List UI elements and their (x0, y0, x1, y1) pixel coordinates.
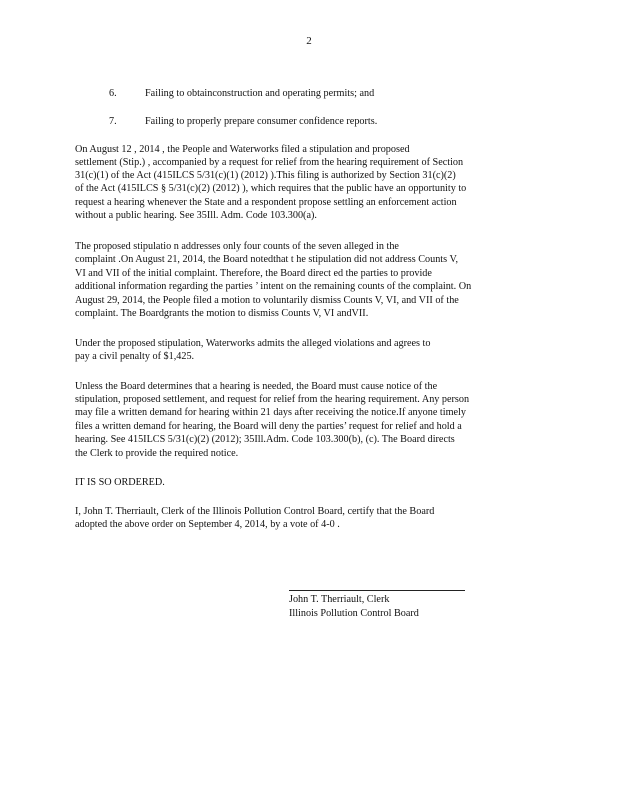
paragraph-1-line: without a public hearing. See 35Ill. Adm. Code 103.300(a). (75, 210, 317, 221)
paragraph-2-line: VI and VII of the initial complaint. Therefore, the Board direct ed the parties to provide (75, 268, 432, 279)
paragraph-2-line: The proposed stipulatio n addresses only four counts of the seven alleged in the (75, 241, 399, 252)
paragraph-1-line: of the Act (415ILCS § 5/31(c)(2) (2012) ), which requires that the public have an opportunity to (75, 183, 467, 194)
paragraph-3-line: Under the proposed stipulation, Waterworks admits the alleged violations and agrees to (75, 338, 431, 349)
certification-line: I, John T. Therriault, Clerk of the Illinois Pollution Control Board, certify that the Board (75, 506, 435, 517)
certification-line: adopted the above order on September 4, 2014, by a vote of 4-0 . (75, 519, 340, 530)
paragraph-2-line: complaint .On August 21, 2014, the Board notedthat t he stipulation did not address Counts V, (75, 254, 459, 265)
list-item-7-number: 7. (109, 116, 117, 127)
paragraph-1-line: 31(c)(1) of the Act (415ILCS 5/31(c)(1) (2012) ).This filing is authorized by Section 31(c)(2) (75, 170, 456, 181)
paragraph-4-line: Unless the Board determines that a hearing is needed, the Board must cause notice of the (75, 381, 438, 392)
paragraph-1-line: On August 12 , 2014 , the People and Waterworks filed a stipulation and proposed (75, 144, 410, 155)
signature-line (289, 590, 465, 591)
paragraph-1-line: settlement (Stip.) , accompanied by a request for relief from the hearing requirement of Section (75, 157, 464, 168)
paragraph-4-line: hearing. See 415ILCS 5/31(c)(2) (2012); 35Ill.Adm. Code 103.300(b), (c). The Board directs (75, 434, 455, 445)
paragraph-4-line: stipulation, proposed settlement, and request for relief from the hearing requirement. Any person (75, 394, 470, 405)
so-ordered-line: IT IS SO ORDERED. (75, 477, 165, 488)
signature-title: Illinois Pollution Control Board (289, 608, 419, 619)
paragraph-4-line: may file a written demand for hearing within 21 days after receiving the notice.If anyone timely (75, 407, 466, 418)
paragraph-4-line: the Clerk to provide the required notice. (75, 448, 239, 459)
paragraph-2-line: complaint. The Boardgrants the motion to dismiss Counts V, VI andVII. (75, 308, 369, 319)
list-item-6-number: 6. (109, 88, 117, 99)
list-item-6-text: Failing to obtainconstruction and operating permits; and (145, 88, 375, 99)
paragraph-2-line: additional information regarding the parties ’ intent on the remaining counts of the complaint. On (75, 281, 472, 292)
paragraph-4-line: files a written demand for hearing, the Board will deny the parties’ request for relief and hold a (75, 421, 462, 432)
paragraph-2-line: August 29, 2014, the People filed a motion to voluntarily dismiss Counts V, VI, and VII of the (75, 295, 459, 306)
signature-name: John T. Therriault, Clerk (289, 594, 390, 605)
paragraph-3-line: pay a civil penalty of $1,425. (75, 351, 195, 362)
page-number: 2 (306, 35, 312, 47)
paragraph-1-line: request a hearing whenever the State and a respondent propose settling an enforcement action (75, 197, 457, 208)
list-item-7-text: Failing to properly prepare consumer confidence reports. (145, 116, 378, 127)
